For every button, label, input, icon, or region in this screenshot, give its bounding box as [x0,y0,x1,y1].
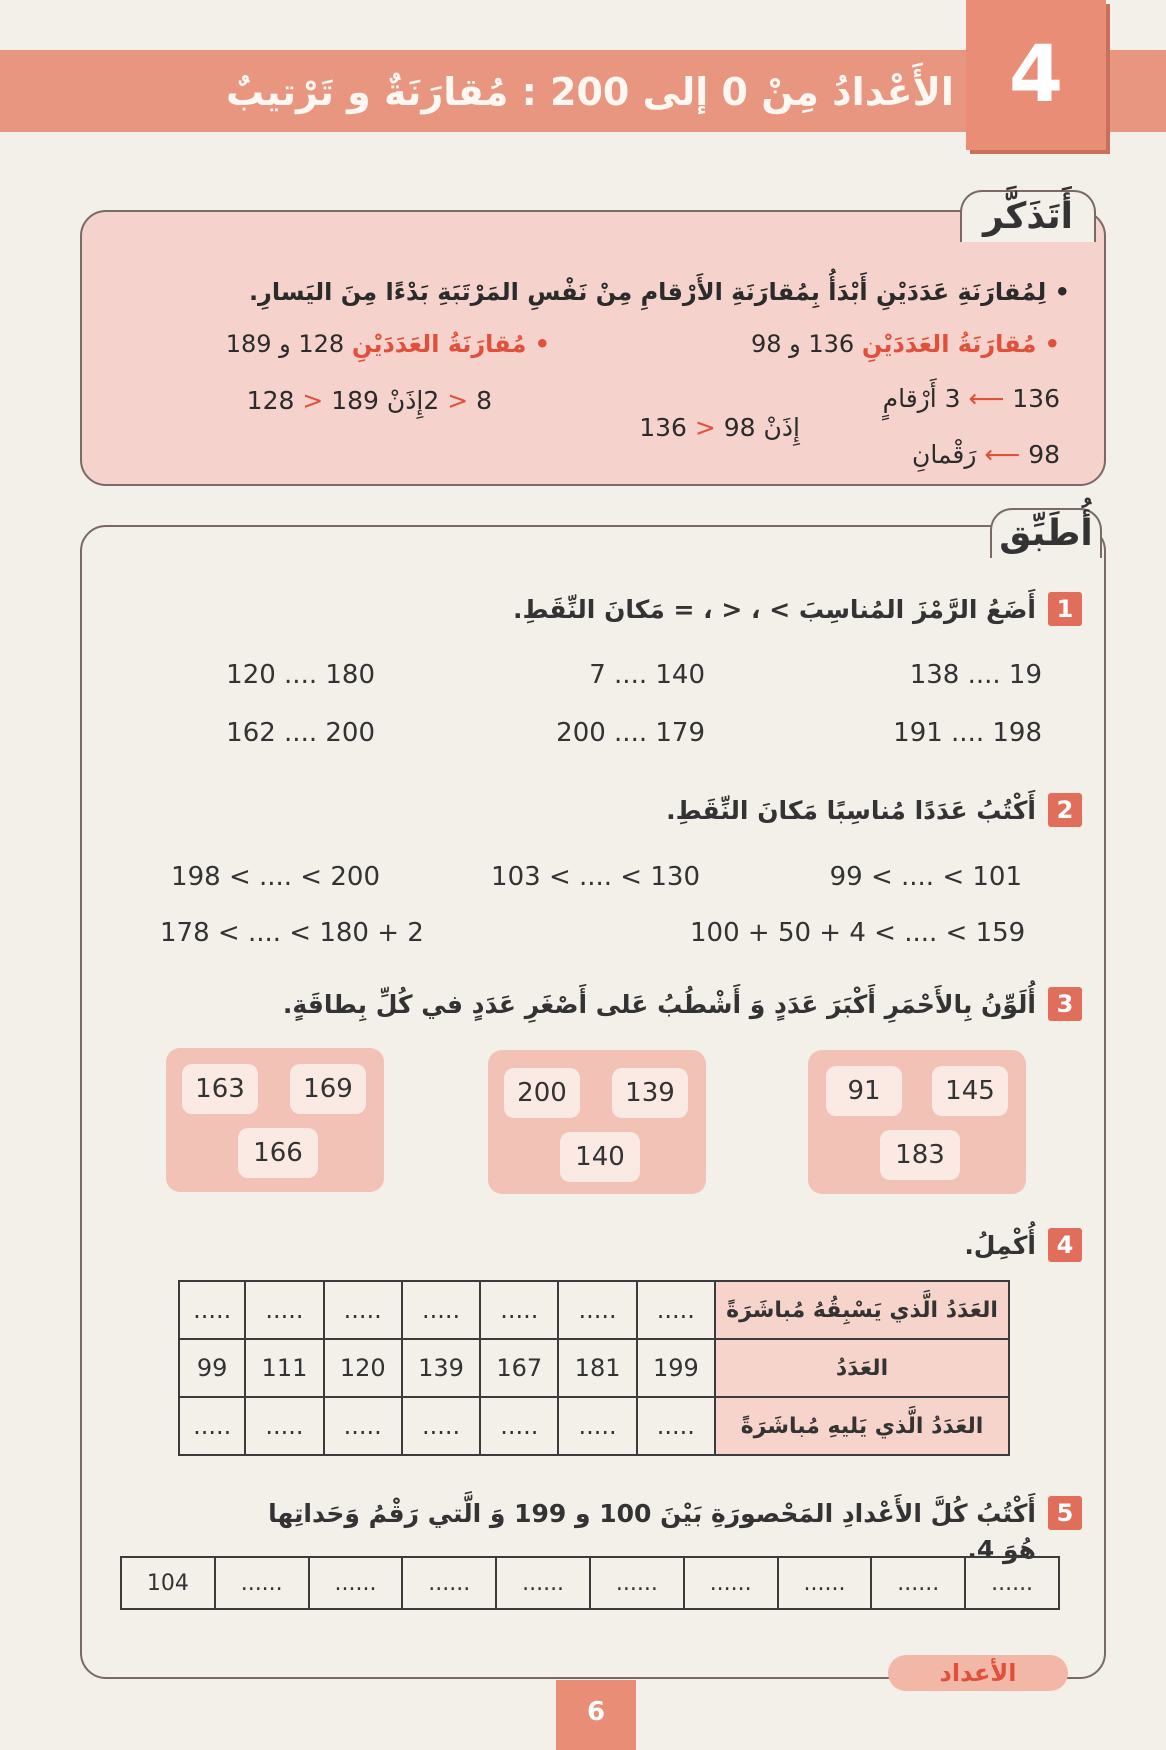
practice-tab: أُطَبِّق [990,508,1102,558]
example-1-line-1-text: 3 أَرْقامٍ [882,384,961,413]
comparison-symbol: > [447,386,469,415]
predecessor-successor-table [178,1280,1010,1456]
exercise-2-instruction: أَكْتُبُ عَدَدًا مُناسِبًا مَكانَ النِّقَطِ. [666,796,1036,825]
answer-cell[interactable]: ..... [245,1281,323,1339]
remember-example-2 [200,330,550,358]
table-row-successor [179,1397,1009,1455]
exercise-3-instruction: أُلَوِّنُ بِالأَحْمَرِ أَكْبَرَ عَدَدٍ وَ أَشْطُبُ عَلى أَصْغَرِ عَدَدٍ في كُلِّ بِطاقَةٍ. [282,990,1036,1019]
exercise-2-item: 178 < .... < 180 + 2 [160,918,424,948]
answer-cell[interactable]: ...... [309,1557,403,1609]
example-1-line-1 [820,384,1060,413]
number-cell: 199 [637,1339,715,1397]
answer-cell[interactable]: ..... [402,1281,480,1339]
table-row-predecessor [179,1281,1009,1339]
row-label: العَدَدُ الَّذي يَليهِ مُباشَرَةً [715,1397,1009,1455]
result-number: 128 [246,386,295,415]
answer-cell[interactable]: ...... [871,1557,965,1609]
example-1-numbers: 136 و 98 [750,330,855,358]
exercise-2-item: 103 < .... < 130 [491,862,700,892]
answer-cell[interactable]: ..... [324,1397,402,1455]
answer-cell[interactable]: ...... [496,1557,590,1609]
exercise-2-item: 198 < .... < 200 [171,862,380,892]
remember-tab: أَتَذَكَّر [960,190,1096,242]
card-number[interactable]: 91 [826,1066,902,1116]
exercise-2-number: 2 [1048,793,1082,827]
answer-cell[interactable]: ...... [402,1557,496,1609]
example-1-result [620,413,800,442]
exercise-4-number: 4 [1048,1228,1082,1262]
answer-cell[interactable]: ..... [637,1281,715,1339]
number-cell: 120 [324,1339,402,1397]
answer-cell[interactable]: ..... [179,1397,245,1455]
answer-cell[interactable]: ..... [480,1281,558,1339]
number-cell: 167 [480,1339,558,1397]
exercise-1-item: 162 .... 200 [226,718,375,748]
card-number[interactable]: 145 [932,1066,1008,1116]
card-number[interactable]: 140 [560,1132,640,1182]
answer-cell[interactable]: ..... [637,1397,715,1455]
answer-cell[interactable]: ..... [402,1397,480,1455]
answer-cell[interactable]: ...... [965,1557,1059,1609]
result-number: 136 [639,413,687,442]
answer-cell[interactable]: ..... [558,1397,636,1455]
exercise-5-instruction: أَكْتُبُ كُلَّ الأَعْدادِ المَحْصورَةِ بَيْنَ 100 و 199 وَ الَّتي رَقْمُ وَحَداتِها هُوَ 4. [268,1499,1036,1564]
answer-cell[interactable]: ..... [245,1397,323,1455]
card-number[interactable]: 163 [182,1064,258,1114]
number-cell: 111 [245,1339,323,1397]
digit: 2 [423,386,440,415]
digit: 8 [476,386,493,415]
answer-cell[interactable]: ...... [778,1557,872,1609]
example-1-line-2-number: 98 [1028,440,1060,469]
exercise-1-item: 138 .... 19 [909,660,1042,690]
table-row-number [179,1339,1009,1397]
example-1-line-1-number: 136 [1012,384,1060,413]
example-1-line-2-text: رَقْمانِ [911,440,977,469]
exercise-5-number: 5 [1048,1496,1082,1530]
exercise-2-item: 99 < .... < 101 [829,862,1022,892]
lesson-title: الأَعْدادُ مِنْ 0 إلى 200 : مُقارَنَةٌ و تَرْتيبٌ [226,70,954,114]
exercise-1-number: 1 [1048,592,1082,626]
arrow-left-icon: ⟵ [968,384,1005,413]
remember-rule: • لِمُقارَنَةِ عَدَدَيْنِ أَبْدَأُ بِمُقارَنَةِ الأَرْقامِ مِنْ نَفْسِ المَرْتَبَةِ بَدْءًا مِنَ اليَسارِ. [248,278,1070,306]
number-cell: 139 [402,1339,480,1397]
row-label: العَدَدُ [715,1339,1009,1397]
page-number: 6 [556,1680,636,1750]
comparison-symbol: > [302,386,324,415]
card-number[interactable]: 139 [612,1068,688,1118]
exercise-1-item: 200 .... 179 [556,718,705,748]
exercise-1-item: 7 .... 140 [589,660,705,690]
card-number[interactable]: 200 [504,1068,580,1118]
answer-cell[interactable]: ...... [215,1557,309,1609]
result-number: 189 [331,386,379,415]
exercise-1-item: 191 .... 198 [893,718,1042,748]
answer-cell[interactable]: ...... [684,1557,778,1609]
exercise-1-item: 120 .... 180 [226,660,375,690]
lesson-number: 4 [966,0,1106,150]
table-row [121,1557,1059,1609]
card-number[interactable]: 166 [238,1128,318,1178]
row-label: العَدَدُ الَّذي يَسْبِقُهُ مُباشَرَةً [715,1281,1009,1339]
example-2-result [210,386,500,415]
exercise-2-item: 100 + 50 + 4 < .... < 159 [690,918,1026,948]
exercise-3-number: 3 [1048,987,1082,1021]
exercise-4-instruction: أُكْمِلُ. [964,1231,1036,1260]
example-1-line-2 [820,440,1060,469]
example-2-numbers: 128 و 189 [225,330,345,358]
number-cell: 181 [558,1339,636,1397]
numbers-ending-in-4-table [120,1556,1060,1610]
card-number[interactable]: 183 [880,1130,960,1180]
example-2-result-word: إِذَنْ [386,386,424,415]
answer-cell[interactable]: ..... [324,1281,402,1339]
remember-example-1 [620,330,1060,358]
exercise-1-instruction: أَضَعُ الرَّمْزَ المُناسِبَ > ، < ، = مَكانَ النِّقَطِ. [512,595,1036,624]
answer-cell[interactable]: ..... [480,1397,558,1455]
answer-cell[interactable]: ...... [590,1557,684,1609]
example-1-result-word: إِذَنْ [763,413,800,442]
answer-cell[interactable]: ..... [558,1281,636,1339]
answer-cell[interactable]: ..... [179,1281,245,1339]
first-number-cell: 104 [121,1557,215,1609]
example-2-prefix: • مُقارَنَةُ العَدَدَيْنِ [351,330,550,358]
number-cell: 99 [179,1339,245,1397]
footer-section-tag: الأعداد [888,1655,1068,1691]
card-number[interactable]: 169 [290,1064,366,1114]
result-number: 98 [723,413,756,442]
arrow-left-icon: ⟵ [984,440,1021,469]
comparison-symbol: > [694,413,716,442]
example-1-prefix: • مُقارَنَةُ العَدَدَيْنِ [861,330,1060,358]
